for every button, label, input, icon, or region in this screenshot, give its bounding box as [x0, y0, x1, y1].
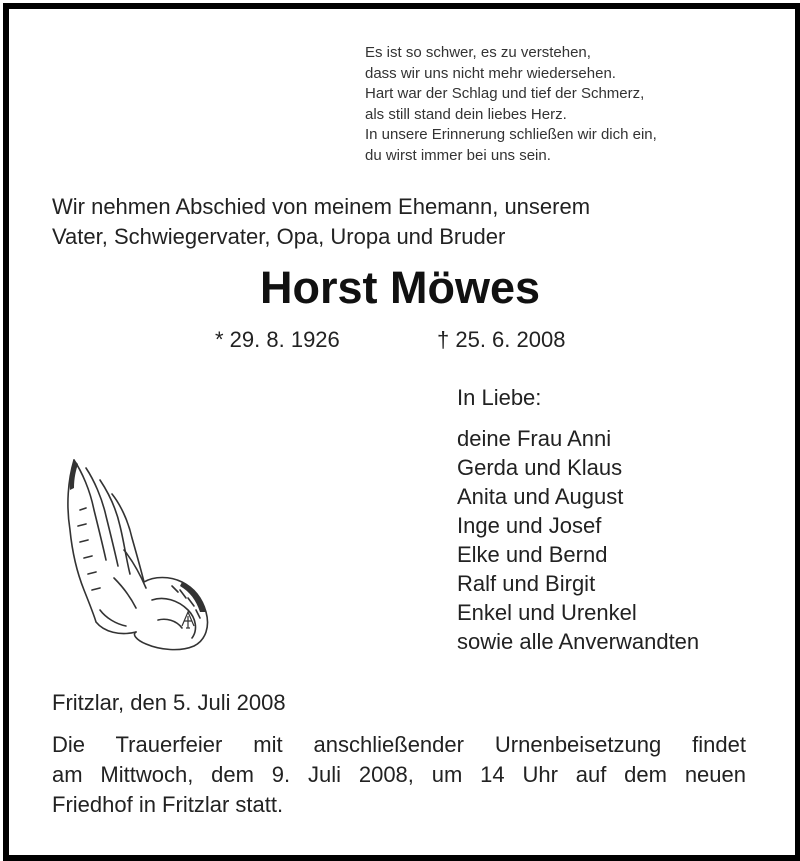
place-and-date: Fritzlar, den 5. Juli 2008: [52, 690, 286, 715]
ceremony-line: Die Trauerfeier mit anschließender Urnenbeisetzung findet: [52, 732, 746, 757]
mourners-heading: In Liebe:: [457, 385, 542, 410]
poem-line: In unsere Erinnerung schließen wir dich ein,: [365, 126, 657, 143]
birth-date: * 29. 8. 1926: [215, 327, 340, 352]
mourner-item: Elke und Bernd: [457, 542, 608, 567]
ceremony-line: am Mittwoch, dem 9. Juli 2008, um 14 Uhr auf dem neuen: [52, 762, 746, 787]
poem-line: Hart war der Schlag und tief der Schmerz,: [365, 85, 645, 102]
mourner-item: sowie alle Anverwandten: [457, 629, 700, 654]
mourner-item: Enkel und Urenkel: [457, 600, 637, 625]
intro-line: Vater, Schwiegervater, Opa, Uropa und Bruder: [52, 224, 506, 249]
poem-line: als still stand dein liebes Herz.: [365, 105, 567, 123]
mourner-item: Inge und Josef: [457, 513, 602, 538]
farewell-intro: [52, 192, 590, 252]
death-date: † 25. 6. 2008: [437, 327, 566, 352]
praying-hands-icon: [60, 450, 220, 655]
intro-line: Wir nehmen Abschied von meinem Ehemann, unserem: [52, 194, 591, 219]
ceremony-line: Friedhof in Fritzlar statt.: [52, 792, 284, 817]
ceremony-notice: [52, 730, 746, 820]
deceased-name: Horst Möwes: [259, 262, 541, 313]
poem: [365, 43, 657, 166]
mourner-item: Anita und August: [457, 484, 624, 509]
mourners-list: [457, 424, 699, 656]
mourner-item: deine Frau Anni: [457, 426, 612, 451]
poem-line: Es ist so schwer, es zu verstehen,: [365, 44, 591, 61]
poem-line: dass wir uns nicht mehr wiedersehen.: [365, 64, 616, 82]
poem-line: du wirst immer bei uns sein.: [365, 146, 551, 164]
mourner-item: Ralf und Birgit: [457, 571, 596, 596]
mourner-item: Gerda und Klaus: [457, 455, 623, 480]
